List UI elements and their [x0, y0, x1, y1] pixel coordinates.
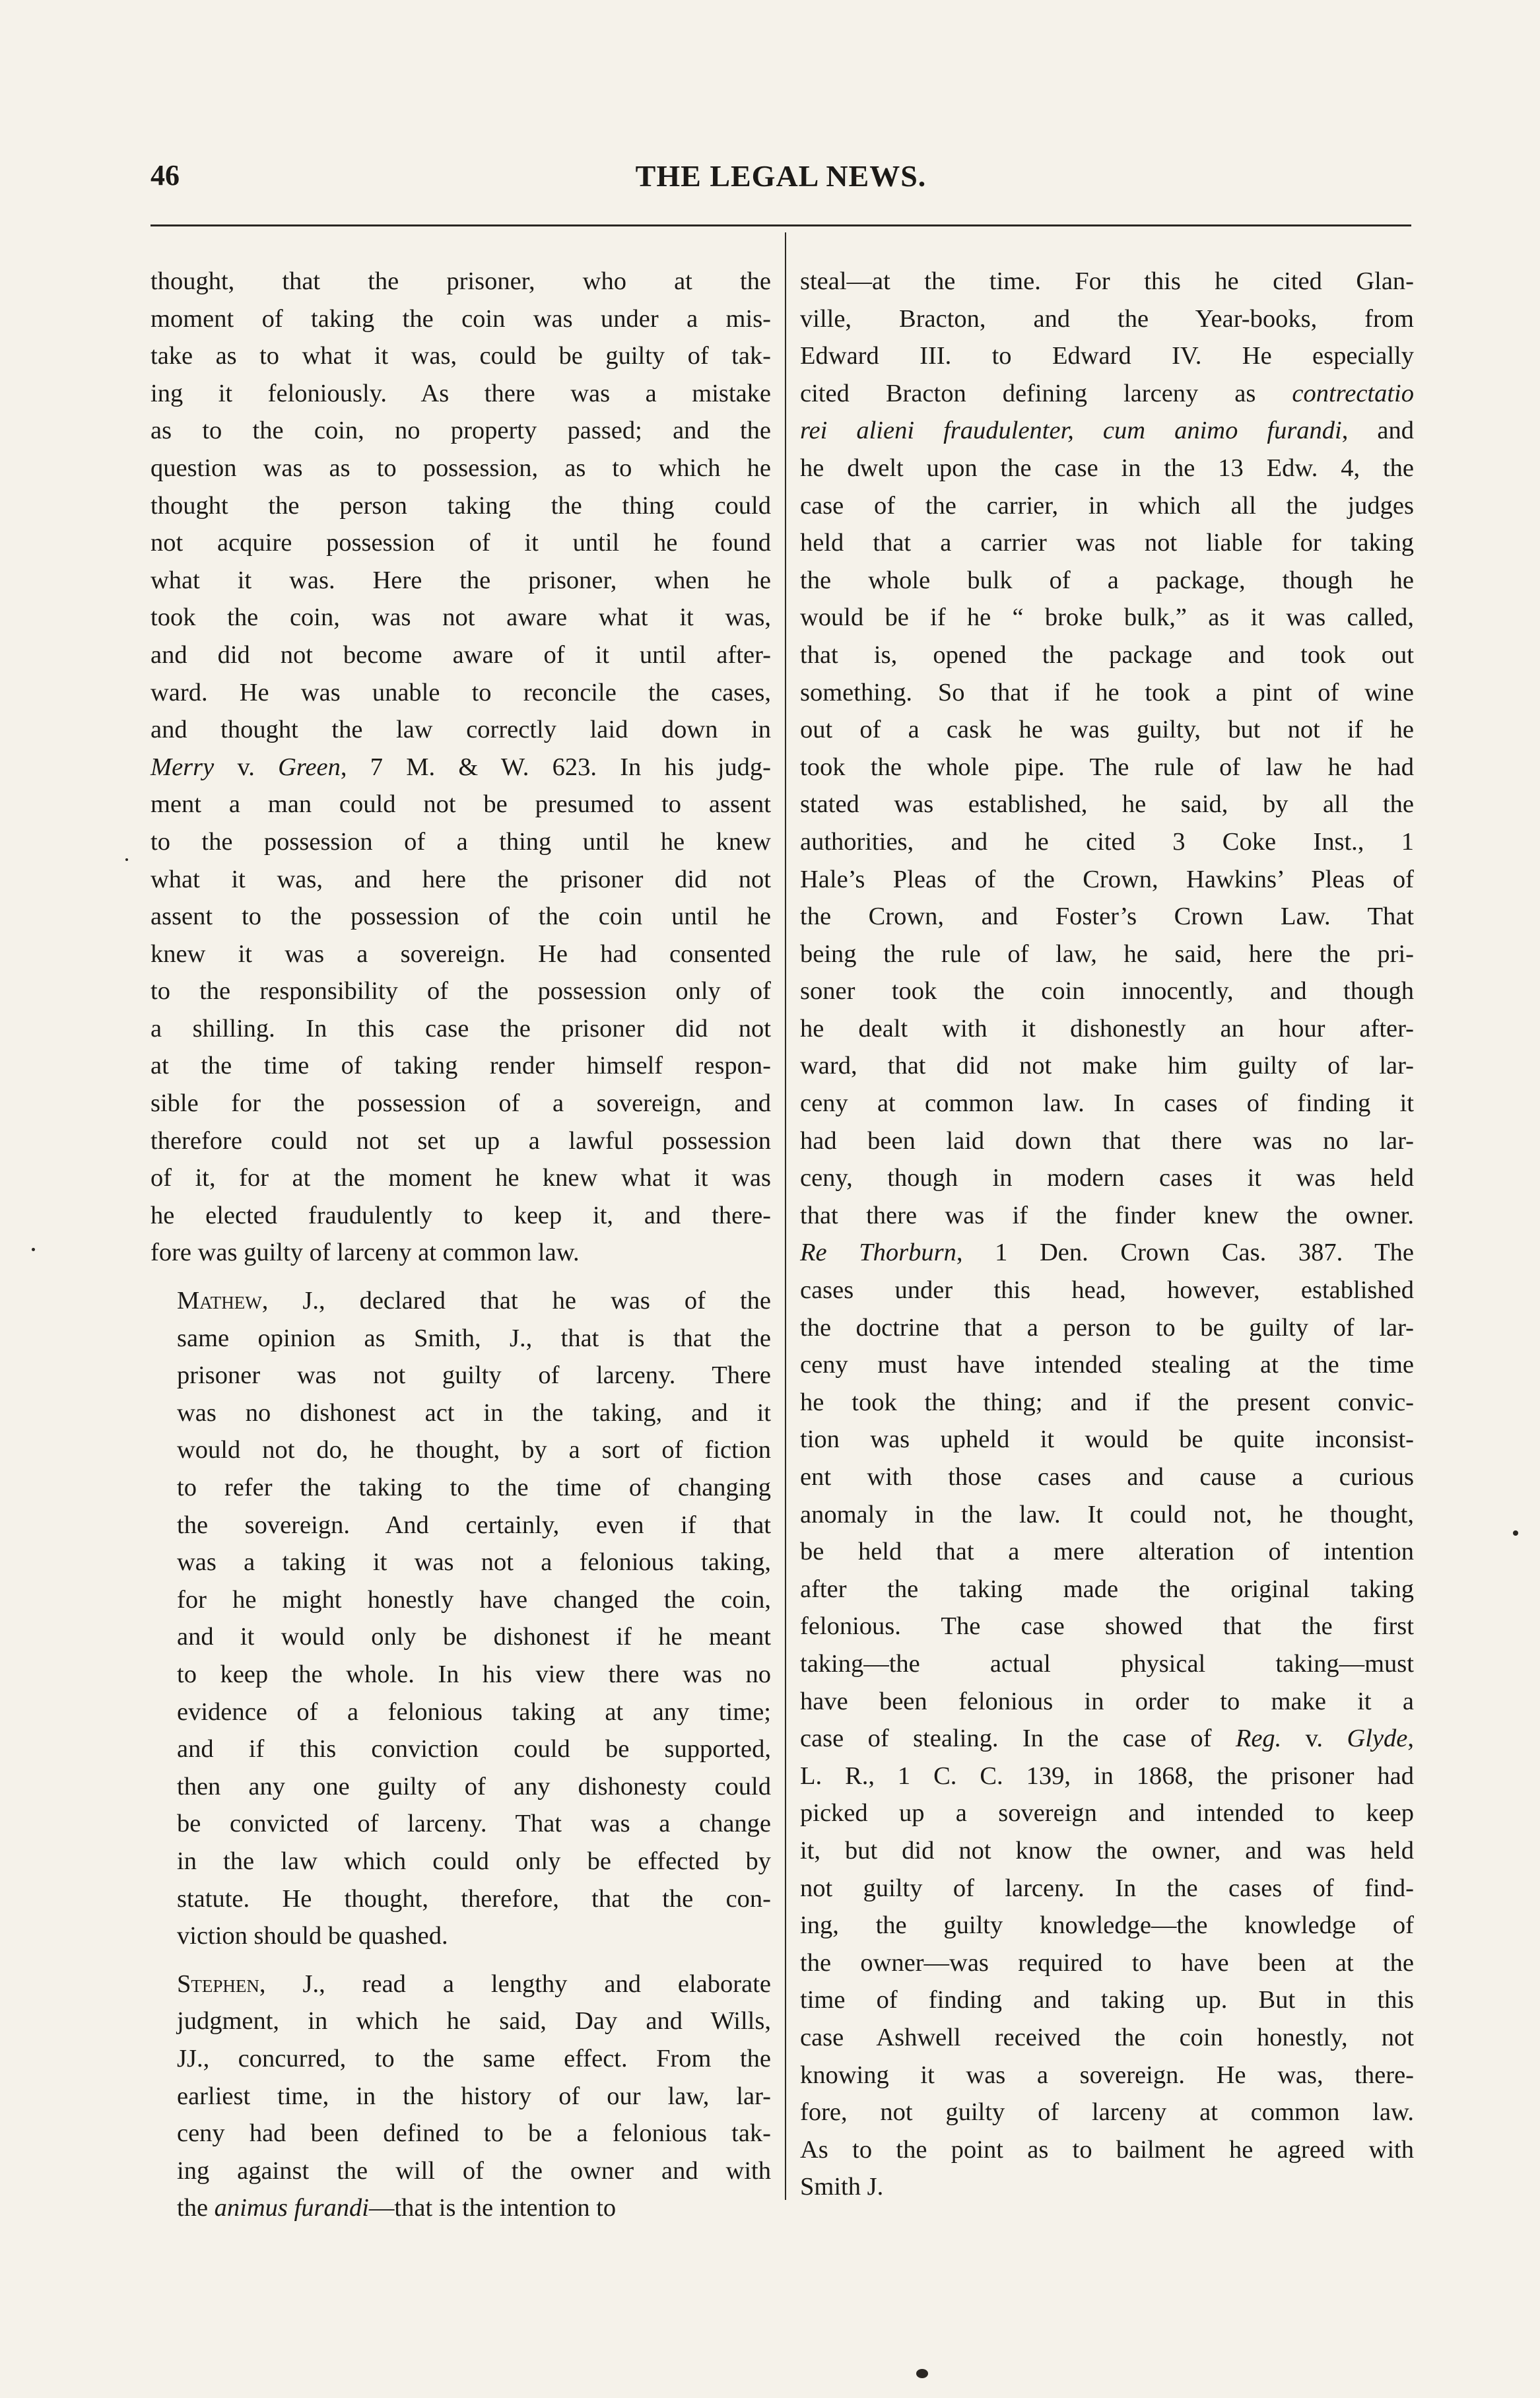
text-line: thought, that the prisoner, who at the — [151, 267, 771, 295]
text-line: a shilling. In this case the prisoner did not — [151, 1014, 771, 1043]
text-line: ing it feloniously. As there was a mistake — [151, 379, 771, 407]
text-line: in the law which could only be effected by — [177, 1847, 771, 1875]
text-line: took the whole pipe. The rule of law he had — [800, 753, 1414, 781]
text-line: thought the person taking the thing could — [151, 491, 771, 520]
text-line: took the coin, was not aware what it was, — [151, 603, 771, 632]
text-line: to keep the whole. In his view there was no — [177, 1660, 771, 1688]
text-line: therefore could not set up a lawful possession — [151, 1126, 771, 1155]
text-line: ville, Bracton, and the Year-books, from — [800, 304, 1414, 333]
text-line: ing against the will of the owner and with — [177, 2156, 771, 2185]
text-line: time of finding and taking up. But in this — [800, 1986, 1414, 2014]
text-line: statute. He thought, therefore, that the con- — [177, 1884, 771, 1913]
text-line: judgment, in which he said, Day and Wills, — [177, 2007, 771, 2036]
text-line: to the possession of a thing until he knew — [151, 827, 771, 856]
paragraph — [151, 1966, 771, 2227]
text-line: it, but did not know the owner, and was held — [800, 1836, 1414, 1865]
journal-title: THE LEGAL NEWS. — [635, 159, 927, 193]
text-line: and did not become aware of it until after- — [151, 640, 771, 669]
text-line: cases under this head, however, established — [800, 1276, 1414, 1305]
text-line: JJ., concurred, to the same effect. From the — [177, 2044, 771, 2073]
text-line: out of a cask he was guilty, but not if he — [800, 716, 1414, 744]
header-rule — [151, 224, 1411, 226]
text-line: sible for the possession of a sovereign, and — [151, 1089, 771, 1118]
text-line: being the rule of law, he said, here the pri- — [800, 940, 1414, 968]
text-line: and thought the law correctly laid down in — [151, 716, 771, 744]
text-line: As to the point as to bailment he agreed with — [800, 2135, 1414, 2164]
text-line: ing, the guilty knowledge—the knowledge of — [800, 1911, 1414, 1940]
text-line: was a taking it was not a felonious taking, — [177, 1548, 771, 1577]
text-line: would be if he “ broke bulk,” as it was called, — [800, 603, 1414, 632]
text-line: same opinion as Smith, J., that is that the — [177, 1324, 771, 1352]
text-line: the whole bulk of a package, though he — [800, 566, 1414, 594]
text-line: evidence of a felonious taking at any time; — [177, 1697, 771, 1726]
text-line: stated was established, he said, by all the — [800, 790, 1414, 819]
right-column — [800, 263, 1414, 2216]
text-line: the doctrine that a person to be guilty of lar- — [800, 1313, 1414, 1342]
text-line: anomaly in the law. It could not, he thought, — [800, 1500, 1414, 1528]
text-line: knowing it was a sovereign. He was, there- — [800, 2061, 1414, 2089]
text-line: was no dishonest act in the taking, and it — [177, 1398, 771, 1427]
text-line: earliest time, in the history of our law, lar- — [177, 2082, 771, 2110]
text-line: ceny at common law. In cases of finding it — [800, 1089, 1414, 1118]
text-line: not acquire possession of it until he found — [151, 529, 771, 557]
text-line: he dwelt upon the case in the 13 Edw. 4, the — [800, 454, 1414, 482]
text-line: after the taking made the original taking — [800, 1575, 1414, 1603]
text-line: the owner—was required to have been at the — [800, 1948, 1414, 1977]
paragraph — [151, 1282, 771, 1955]
text-line: have been felonious in order to make it a — [800, 1687, 1414, 1715]
text-line: and if this conviction could be supported, — [177, 1735, 771, 1764]
text-line: cited Bracton defining larceny as contrectatio — [800, 379, 1414, 407]
text-line: ward, that did not make him guilty of lar- — [800, 1052, 1414, 1080]
text-line: prisoner was not guilty of larceny. There — [177, 1361, 771, 1390]
text-line: ceny had been defined to be a felonious tak- — [177, 2119, 771, 2148]
text-line: as to the coin, no property passed; and the — [151, 417, 771, 445]
text-line: moment of taking the coin was under a mis- — [151, 304, 771, 333]
text-line: knew it was a sovereign. He had consented — [151, 940, 771, 968]
text-line: picked up a sovereign and intended to keep — [800, 1799, 1414, 1828]
text-line: not guilty of larceny. In the cases of find- — [800, 1874, 1414, 1902]
text-line: soner took the coin innocently, and though — [800, 977, 1414, 1006]
text-line: felonious. The case showed that the first — [800, 1612, 1414, 1641]
text-line: Re Thorburn, 1 Den. Crown Cas. 387. The — [800, 1239, 1415, 1267]
text-line: that there was if the finder knew the owner. — [800, 1201, 1414, 1229]
text-line: for he might honestly have changed the coin, — [177, 1585, 771, 1614]
text-line: fore, not guilty of larceny at common law. — [800, 2098, 1414, 2127]
text-line: case of the carrier, in which all the judges — [800, 491, 1414, 520]
text-line: at the time of taking render himself respon- — [151, 1052, 771, 1080]
text-line: steal—at the time. For this he cited Glan- — [800, 267, 1414, 295]
text-line: case of stealing. In the case of Reg. v. Glyde, — [800, 1725, 1415, 1753]
text-line: question was as to possession, as to which he — [151, 454, 771, 482]
text-line: what it was, and here the prisoner did not — [151, 865, 771, 893]
text-line — [151, 1966, 771, 2003]
text-line: of it, for at the moment he knew what it was — [151, 1164, 771, 1192]
text-line: he dealt with it dishonestly an hour after- — [800, 1014, 1414, 1043]
text-line: had been laid down that there was no lar- — [800, 1126, 1414, 1155]
text-line: the animus furandi—that is the intention to — [177, 2194, 617, 2222]
text-line: Merry v. Green, 7 M. & W. 623. In his judg- — [151, 753, 771, 781]
text-line: he elected fraudulently to keep it, and there- — [151, 1201, 771, 1229]
text-line: held that a carrier was not liable for taking — [800, 529, 1414, 557]
text-line: then any one guilty of any dishonesty could — [177, 1772, 771, 1800]
line-text: , J., declared that he was of the — [261, 1287, 771, 1315]
paragraph — [151, 263, 771, 1272]
text-line: that is, opened the package and took out — [800, 640, 1414, 669]
text-line: he took the thing; and if the present convic- — [800, 1388, 1414, 1416]
paragraph — [800, 263, 1414, 2206]
text-line: ment a man could not be presumed to assent — [151, 790, 771, 819]
left-column — [151, 263, 771, 2238]
text-line: rei alieni fraudulenter, cum animo furandi, and — [800, 417, 1415, 445]
text-line: ent with those cases and cause a curious — [800, 1463, 1414, 1491]
text-line: what it was. Here the prisoner, when he — [151, 566, 771, 594]
text-line: take as to what it was, could be guilty of tak- — [151, 342, 771, 370]
text-line: fore was guilty of larceny at common law. — [151, 1239, 580, 1267]
text-line: authorities, and he cited 3 Coke Inst., 1 — [800, 827, 1414, 856]
text-line: Smith J. — [800, 2173, 884, 2201]
text-line: Hale’s Pleas of the Crown, Hawkins’ Pleas of — [800, 865, 1414, 893]
text-line: would not do, he thought, by a sort of fiction — [177, 1436, 771, 1464]
text-line: be held that a mere alteration of intention — [800, 1538, 1414, 1566]
text-line: and it would only be dishonest if he meant — [177, 1623, 771, 1651]
column-divider — [785, 232, 786, 2200]
text-line: to the responsibility of the possession only of — [151, 977, 771, 1006]
page-number: 46 — [151, 159, 180, 191]
text-line: the sovereign. And certainly, even if that — [177, 1511, 771, 1539]
text-line: be convicted of larceny. That was a change — [177, 1810, 771, 1838]
text-line: assent to the possession of the coin until he — [151, 903, 771, 931]
text-line: ward. He was unable to reconcile the cases, — [151, 678, 771, 706]
text-line: case Ashwell received the coin honestly, not — [800, 2023, 1414, 2051]
text-line: taking—the actual physical taking—must — [800, 1649, 1414, 1678]
text-line: ceny, though in modern cases it was held — [800, 1164, 1414, 1192]
text-line: ceny must have intended stealing at the time — [800, 1351, 1414, 1379]
text-line: tion was upheld it would be quite inconsist- — [800, 1425, 1414, 1454]
text-line: something. So that if he took a pint of wine — [800, 678, 1414, 706]
line-text: , J., read a lengthy and elaborate — [259, 1970, 771, 1998]
text-line: the Crown, and Foster’s Crown Law. That — [800, 903, 1414, 931]
text-line — [151, 1282, 771, 1320]
judge-name: Stephen — [177, 1970, 259, 1998]
text-line: viction should be quashed. — [177, 1922, 448, 1950]
text-line: L. R., 1 C. C. 139, in 1868, the prisoner had — [800, 1762, 1414, 1790]
text-line: Edward III. to Edward IV. He especially — [800, 342, 1414, 370]
judge-name: Mathew — [177, 1287, 262, 1315]
text-line: to refer the taking to the time of changing — [177, 1474, 771, 1501]
page-header — [151, 158, 1411, 205]
